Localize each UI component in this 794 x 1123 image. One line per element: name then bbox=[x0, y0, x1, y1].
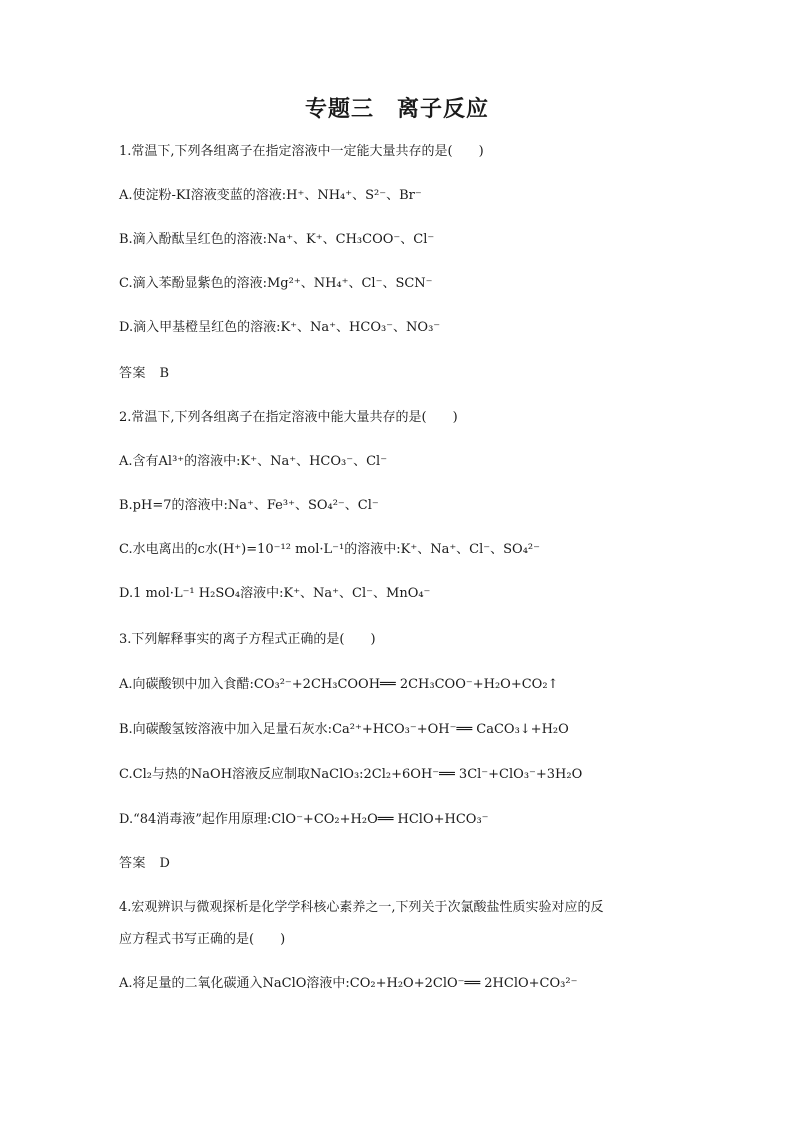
question-2-option-b: B.pH=7的溶液中:Na⁺、Fe³⁺、SO₄²⁻、Cl⁻ bbox=[119, 498, 379, 513]
question-4-stem-line-2: 应方程式书写正确的是( ) bbox=[119, 932, 286, 947]
question-3-answer: 答案 D bbox=[119, 856, 171, 871]
question-3-stem: 3.下列解释事实的离子方程式正确的是( ) bbox=[119, 632, 376, 647]
question-2-option-a: A.含有Al³⁺的溶液中:K⁺、Na⁺、HCO₃⁻、Cl⁻ bbox=[119, 454, 388, 469]
question-1-stem: 1.常温下,下列各组离子在指定溶液中一定能大量共存的是( ) bbox=[119, 144, 484, 159]
question-3-option-a: A.向碳酸钡中加入食醋:CO₃²⁻+2CH₃COOH══ 2CH₃COO⁻+H₂O+CO₂↑ bbox=[119, 677, 559, 692]
question-2-option-d: D.1 mol·L⁻¹ H₂SO₄溶液中:K⁺、Na⁺、Cl⁻、MnO₄⁻ bbox=[119, 586, 431, 601]
question-1-option-b: B.滴入酚酞呈红色的溶液:Na⁺、K⁺、CH₃COO⁻、Cl⁻ bbox=[119, 232, 435, 247]
question-1-option-a: A.使淀粉-KI溶液变蓝的溶液:H⁺、NH₄⁺、S²⁻、Br⁻ bbox=[119, 188, 422, 203]
question-1-answer: 答案 B bbox=[119, 366, 170, 381]
question-3-option-d: D.“84消毒液”起作用原理:ClO⁻+CO₂+H₂O══ HClO+HCO₃⁻ bbox=[119, 812, 489, 827]
question-2-option-c: C.水电离出的c水(H⁺)=10⁻¹² mol·L⁻¹的溶液中:K⁺、Na⁺、Cl⁻、SO₄²⁻ bbox=[119, 542, 540, 557]
question-3-option-c: C.Cl₂与热的NaOH溶液反应制取NaClO₃:2Cl₂+6OH⁻══ 3Cl⁻+ClO₃⁻+3H₂O bbox=[119, 767, 583, 782]
question-4-option-a: A.将足量的二氧化碳通入NaClO溶液中:CO₂+H₂O+2ClO⁻══ 2HClO+CO₃²⁻ bbox=[119, 976, 578, 991]
question-1-option-d: D.滴入甲基橙呈红色的溶液:K⁺、Na⁺、HCO₃⁻、NO₃⁻ bbox=[119, 320, 441, 335]
question-4-stem-line-1: 4.宏观辨识与微观探析是化学学科核心素养之一,下列关于次氯酸盐性质实验对应的反 bbox=[119, 900, 604, 915]
question-3-option-b: B.向碳酸氢铵溶液中加入足量石灰水:Ca²⁺+HCO₃⁻+OH⁻══ CaCO₃↓+H₂O bbox=[119, 722, 569, 737]
document-title: 专题三 离子反应 bbox=[304, 97, 489, 122]
question-2-stem: 2.常温下,下列各组离子在指定溶液中能大量共存的是( ) bbox=[119, 410, 458, 425]
question-1-option-c: C.滴入苯酚显紫色的溶液:Mg²⁺、NH₄⁺、Cl⁻、SCN⁻ bbox=[119, 276, 433, 291]
